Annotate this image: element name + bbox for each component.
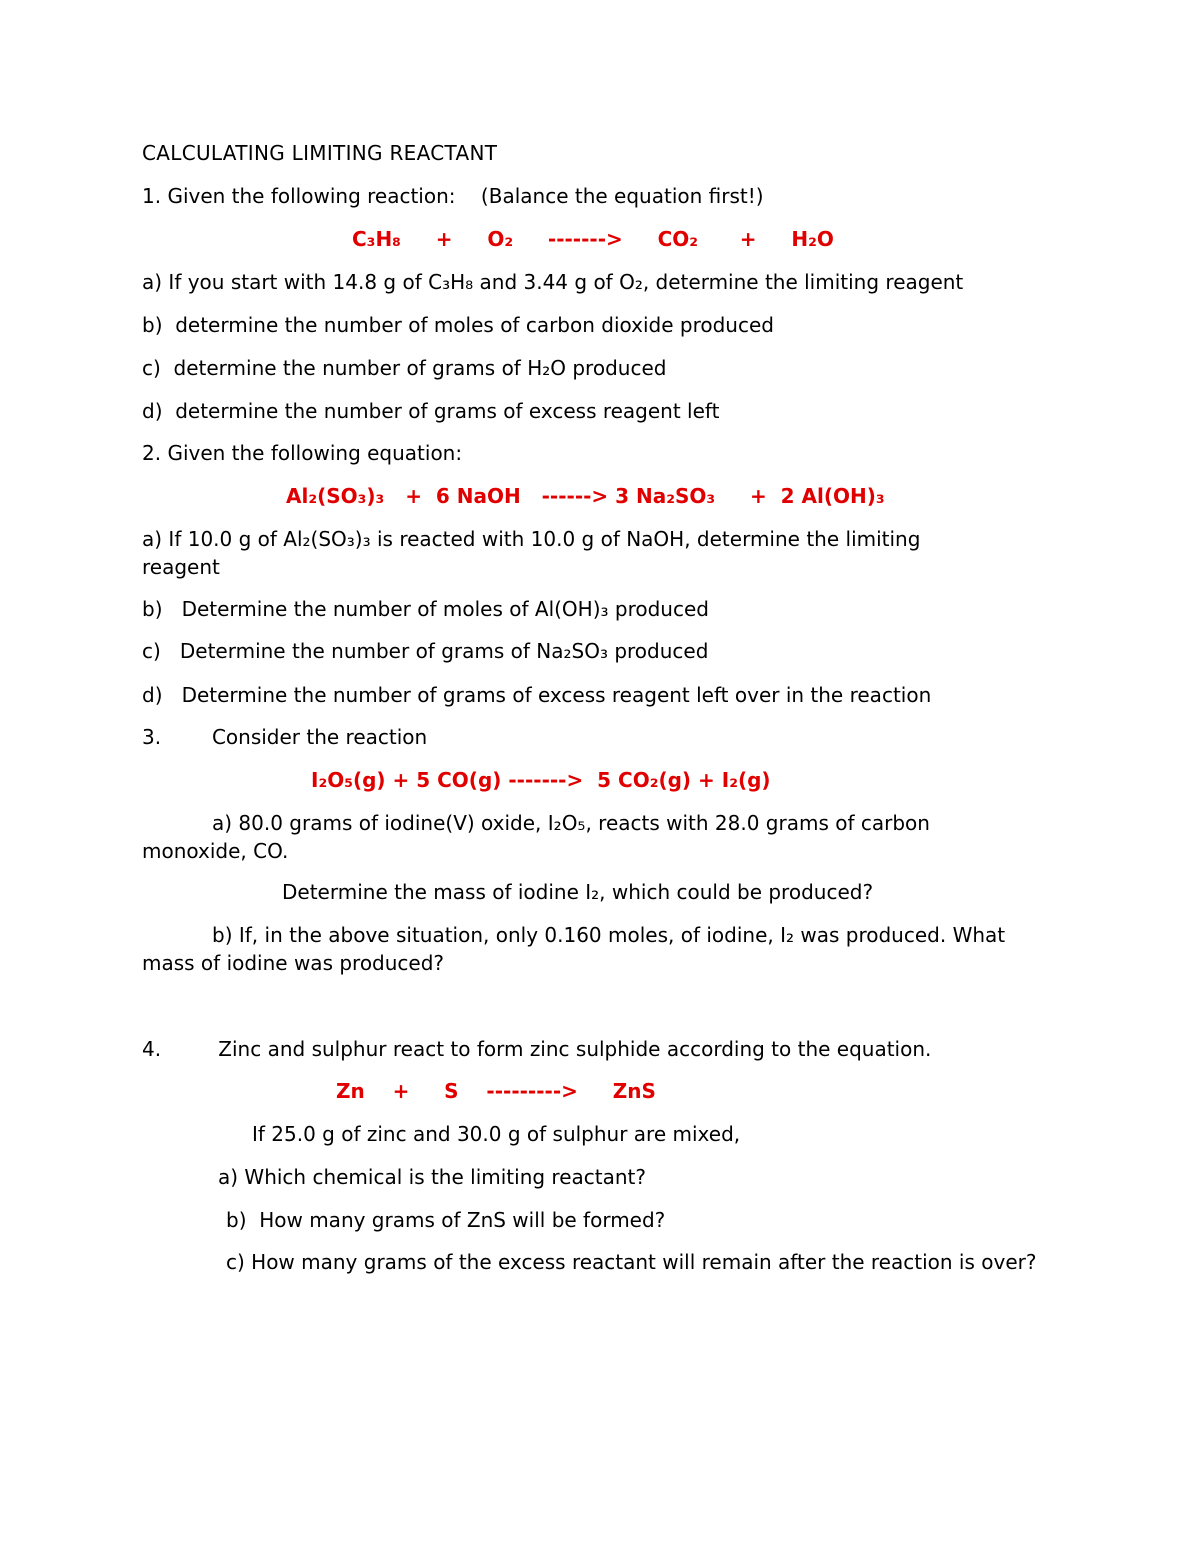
q4-equation: Zn + S ---------> ZnS (336, 1079, 656, 1103)
q1-part-b: b) determine the number of moles of carbon dioxide produced (142, 313, 774, 337)
q2-intro: 2. Given the following equation: (142, 441, 463, 465)
q4-given: If 25.0 g of zinc and 30.0 g of sulphur are mixed, (252, 1122, 741, 1146)
page-title: CALCULATING LIMITING REACTANT (142, 141, 498, 165)
q3-part-b: b) If, in the above situation, only 0.160 moles, of iodine, I₂ was produced. What mass of iodine was produced? (142, 923, 1006, 975)
q1-part-c: c) determine the number of grams of H₂O produced (142, 356, 667, 380)
q4-part-b: b) How many grams of ZnS will be formed? (226, 1208, 666, 1232)
q1-part-d: d) determine the number of grams of excess reagent left (142, 399, 720, 423)
q1-part-a: a) If you start with 14.8 g of C₃H₈ and 3.44 g of O₂, determine the limiting reagent (142, 270, 964, 294)
q2-part-a: a) If 10.0 g of Al₂(SO₃)₃ is reacted with 10.0 g of NaOH, determine the limiting reagent (142, 527, 921, 579)
q1-intro: 1. Given the following reaction: (Balance the equation first!) (142, 184, 764, 208)
q4-intro: 4. Zinc and sulphur react to form zinc sulphide according to the equation. (142, 1037, 932, 1061)
q2-equation: Al₂(SO₃)₃ + 6 NaOH ------> 3 Na₂SO₃ + 2 Al(OH)₃ (286, 484, 885, 508)
q4-part-c: c) How many grams of the excess reactant will remain after the reaction is over? (226, 1250, 1037, 1274)
q3-part-a-question: Determine the mass of iodine I₂, which could be produced? (282, 880, 874, 904)
q2-part-c: c) Determine the number of grams of Na₂SO₃ produced (142, 639, 709, 663)
q4-part-a: a) Which chemical is the limiting reactant? (218, 1165, 646, 1189)
q3-equation: I₂O₅(g) + 5 CO(g) -------> 5 CO₂(g) + I₂(g) (311, 768, 771, 792)
q3-intro: 3. Consider the reaction (142, 725, 428, 749)
q1-equation: C₃H₈ + O₂ -------> CO₂ + H₂O (352, 227, 834, 251)
q2-part-b: b) Determine the number of moles of Al(OH)₃ produced (142, 597, 709, 621)
q2-part-d: d) Determine the number of grams of excess reagent left over in the reaction (142, 683, 932, 707)
q3-part-a: a) 80.0 grams of iodine(V) oxide, I₂O₅, reacts with 28.0 grams of carbon monoxide, CO. (142, 811, 930, 863)
